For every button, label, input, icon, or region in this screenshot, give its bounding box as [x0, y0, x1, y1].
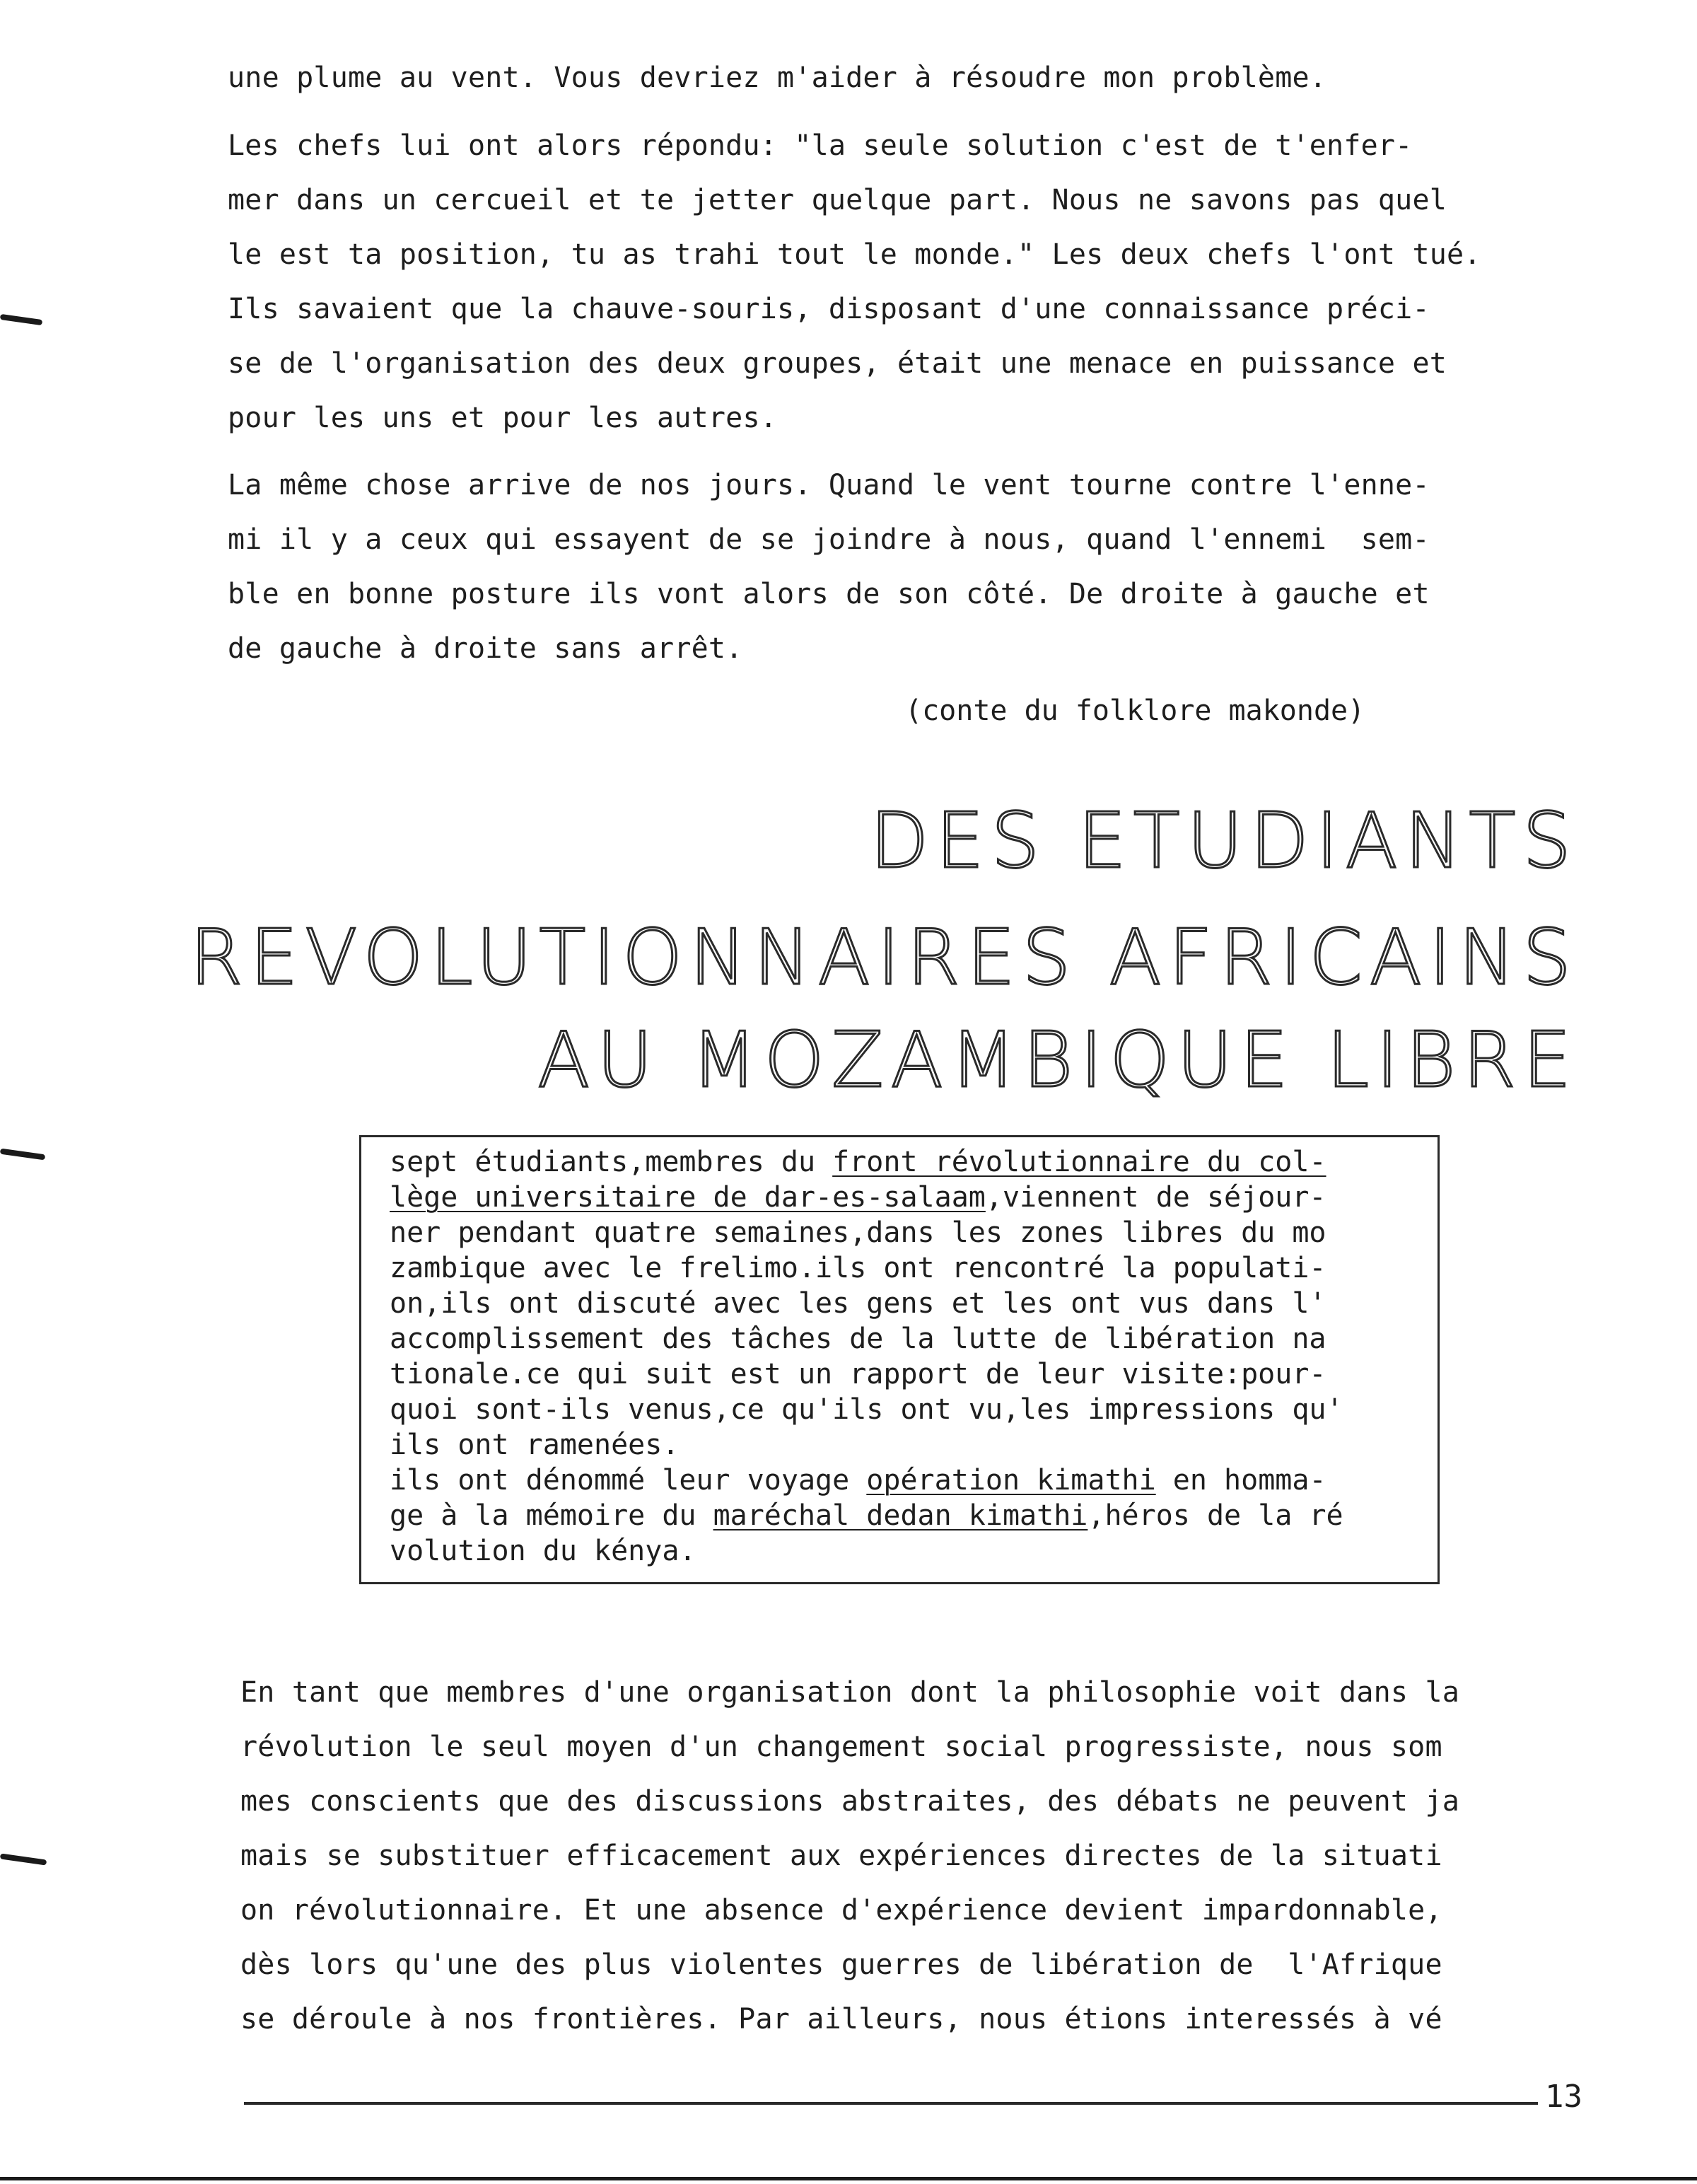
- box-text-segment: ,héros de la ré: [1087, 1499, 1343, 1532]
- scan-mark: [0, 314, 42, 325]
- text-line: Les chefs lui ont alors répondu: "la seule solution c'est de t'enfer-: [228, 129, 1413, 162]
- intro-box: [359, 1135, 1440, 1584]
- paragraph-2: [228, 119, 1614, 446]
- text-line: dès lors qu'une des plus violentes guerres de libération de l'Afrique: [240, 1948, 1442, 1981]
- text-line: de gauche à droite sans arrêt.: [228, 632, 743, 665]
- text-line: mer dans un cercueil et te jetter quelque part. Nous ne savons pas quel: [228, 184, 1447, 216]
- intro-box-text: [390, 1144, 1343, 1569]
- text-line: une plume au vent. Vous devriez m'aider à résoudre mon problème.: [228, 62, 1327, 94]
- scan-edge: [0, 2177, 1697, 2180]
- box-text-segment: ,viennent de séjour-: [985, 1181, 1326, 1214]
- paragraph-1: [228, 51, 1614, 105]
- page-number: 13: [1545, 2079, 1582, 2115]
- text-line: ble en bonne posture ils vont alors de son côté. De droite à gauche et: [228, 578, 1430, 610]
- paragraph-3: [228, 458, 1614, 676]
- box-line: quoi sont-ils venus,ce qu'ils ont vu,les impressions qu': [390, 1393, 1343, 1426]
- box-line: volution du kénya.: [390, 1535, 696, 1567]
- box-line: [390, 1463, 1343, 1498]
- scan-mark: [0, 1149, 45, 1161]
- underlined-phrase: lège universitaire de dar-es-salaam: [390, 1181, 986, 1214]
- underlined-phrase: opération kimathi: [866, 1464, 1156, 1497]
- box-line: on,ils ont discuté avec les gens et les ont vus dans l': [390, 1287, 1326, 1320]
- box-line: [390, 1180, 1343, 1215]
- paragraph-4: [240, 1666, 1626, 2047]
- box-text-segment: ils ont dénommé leur voyage: [390, 1464, 867, 1497]
- text-line: le est ta position, tu as trahi tout le monde." Les deux chefs l'ont tué.: [228, 238, 1481, 271]
- article-title-line-3: AU MOZAMBIQUE LIBRE: [537, 1016, 1578, 1105]
- text-line: on révolutionnaire. Et une absence d'expérience devient impardonnable,: [240, 1894, 1442, 1927]
- text-line: pour les uns et pour les autres.: [228, 402, 778, 434]
- text-line: mes conscients que des discussions abstraites, des débats ne peuvent ja: [240, 1785, 1460, 1818]
- underlined-phrase: maréchal dedan kimathi: [713, 1499, 1088, 1532]
- box-line: tionale.ce qui suit est un rapport de leur visite:pour-: [390, 1358, 1326, 1390]
- footer-rule: [244, 2102, 1538, 2105]
- text-line: La même chose arrive de nos jours. Quand le vent tourne contre l'enne-: [228, 469, 1430, 501]
- text-line: se de l'organisation des deux groupes, était une menace en puissance et: [228, 347, 1447, 380]
- box-line: zambique avec le frelimo.ils ont rencontré la populati-: [390, 1252, 1326, 1284]
- scan-mark: [0, 1853, 47, 1865]
- box-line: accomplissement des tâches de la lutte de libération na: [390, 1323, 1326, 1355]
- text-line: En tant que membres d'une organisation dont la philosophie voit dans la: [240, 1676, 1460, 1709]
- text-line: mi il y a ceux qui essayent de se joindre à nous, quand l'ennemi sem-: [228, 523, 1430, 556]
- article-title-line-2: REVOLUTIONNAIRES AFRICAINS: [189, 914, 1578, 1002]
- text-line: se déroule à nos frontières. Par ailleurs, nous étions interessés à vé: [240, 2003, 1442, 2035]
- story-attribution: (conte du folklore makonde): [905, 695, 1365, 727]
- box-text-segment: sept étudiants,membres du: [390, 1146, 833, 1178]
- box-text-segment: ge à la mémoire du: [390, 1499, 713, 1532]
- underlined-phrase: front révolutionnaire du col-: [832, 1146, 1326, 1178]
- box-line: ner pendant quatre semaines,dans les zones libres du mo: [390, 1216, 1326, 1249]
- box-line: [390, 1144, 1343, 1180]
- box-text-segment: en homma-: [1155, 1464, 1326, 1497]
- article-title-line-1: DES ETUDIANTS: [870, 797, 1578, 885]
- text-line: mais se substituer efficacement aux expériences directes de la situati: [240, 1840, 1442, 1872]
- text-line: révolution le seul moyen d'un changement social progressiste, nous som: [240, 1731, 1442, 1763]
- box-line: ils ont ramenées.: [390, 1429, 680, 1461]
- text-line: Ils savaient que la chauve-souris, disposant d'une connaissance préci-: [228, 293, 1430, 325]
- box-line: [390, 1498, 1343, 1533]
